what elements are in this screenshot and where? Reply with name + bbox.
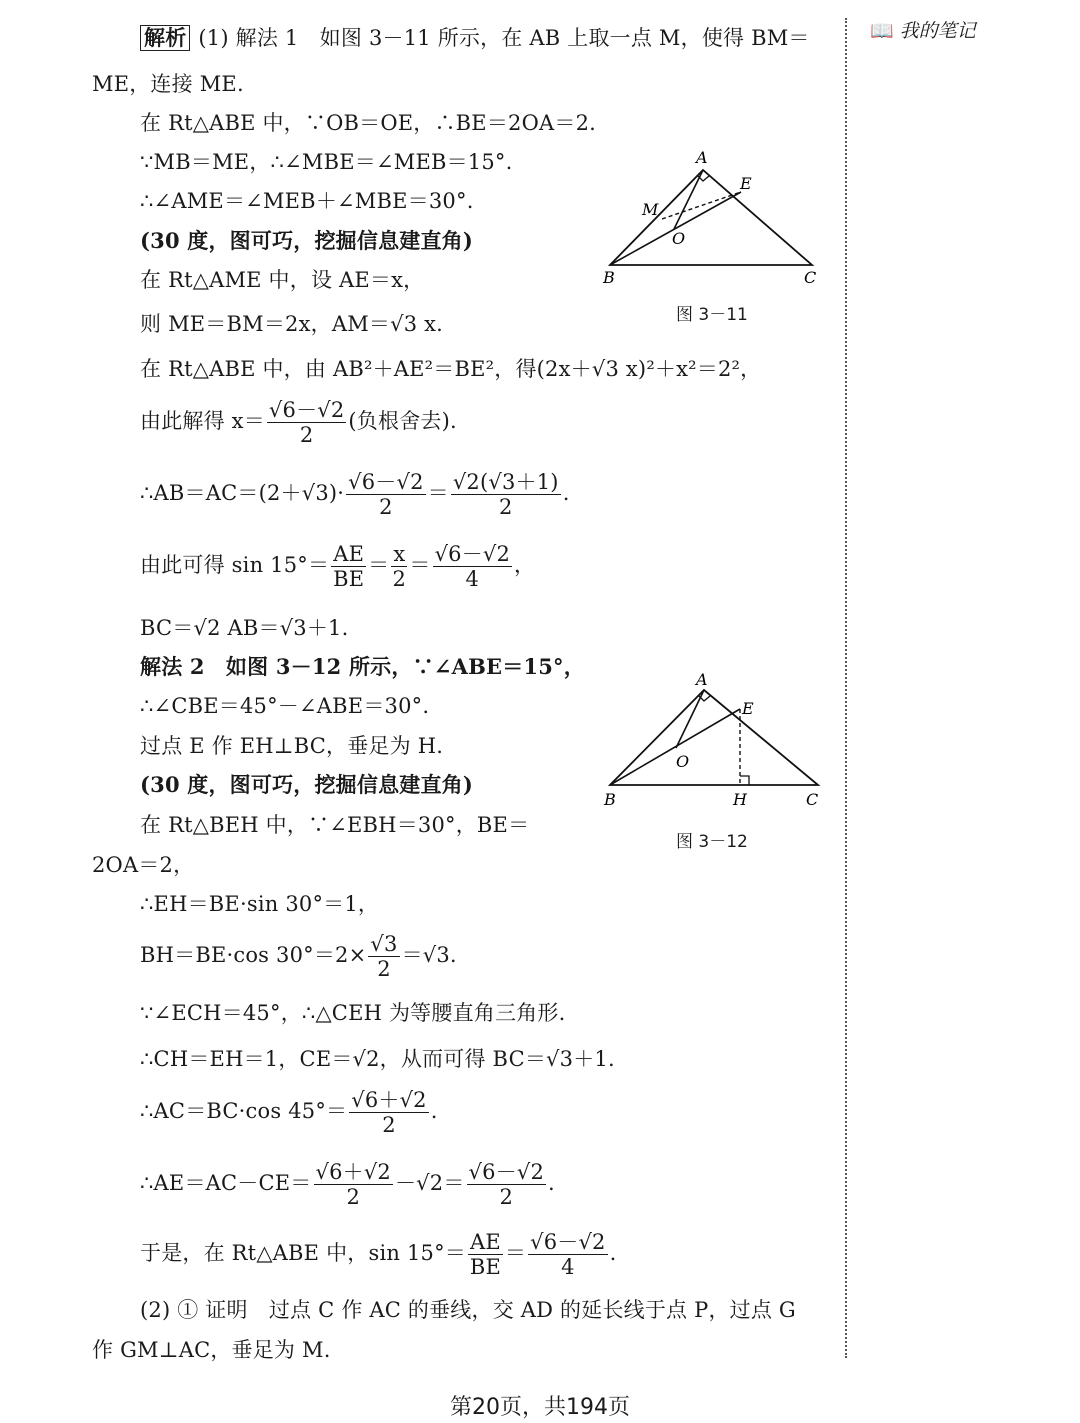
text-line: 2OA＝2，	[92, 853, 195, 877]
fraction: $\frac{√6+√2}{2}$	[351, 1088, 427, 1137]
segment-ao	[674, 170, 703, 229]
fraction: $\frac{√2(√3+1)}{2}$	[452, 470, 559, 519]
fraction: $\frac{AE}{BE}$	[333, 542, 365, 591]
text-line: ∴AC＝BC·cos 45°＝ $\frac{√6+√2}{2}$ .	[140, 1088, 438, 1137]
label-c: C	[806, 790, 819, 809]
text-line: 解法 2 如图 3－12 所示，∵∠ABE＝15°，	[140, 654, 585, 679]
margin-divider	[845, 18, 847, 1358]
text-line: 在 Rt△ABE 中，∵OB＝OE，∴BE＝2OA＝2.	[140, 111, 597, 135]
figure-3-12	[600, 668, 830, 813]
fraction: $\frac{√6-√2}{4}$	[530, 1230, 606, 1279]
label-e: E	[742, 699, 754, 718]
fraction: $\frac{√3}{2}$	[370, 932, 398, 981]
label-m: M	[642, 200, 659, 219]
book-icon: 📖	[870, 20, 894, 42]
text-line: ∴AB＝AC＝(2＋√3)· $\frac{√6-√2}{2}$ ＝ $\frac{√2(√3+1)}{2}$ .	[140, 470, 570, 519]
text-line: ∴∠CBE＝45°－∠ABE＝30°.	[140, 694, 430, 718]
text-line: 则 ME＝BM＝2x，AM＝√3 x.	[140, 312, 444, 336]
text-line: ∴∠AME＝∠MEB＋∠MBE＝30°.	[140, 189, 474, 213]
label-a: A	[696, 670, 708, 689]
text-line: 解析 (1) 解法 1 如图 3－11 所示，在 AB 上取一点 M，使得 BM＝	[140, 24, 810, 52]
label-h: H	[733, 790, 747, 809]
fraction: $\frac{√6-√2}{4}$	[434, 542, 511, 591]
analysis-badge: 解析	[140, 25, 190, 51]
triangle-abc	[610, 690, 818, 785]
notes-header: 📖 我的笔记	[870, 20, 976, 42]
figure-caption: 图 3－12	[676, 832, 748, 852]
label-a: A	[696, 148, 708, 167]
page-footer: 第20页，共194页	[450, 1395, 630, 1420]
text-line: ∵∠ECH＝45°，∴△CEH 为等腰直角三角形.	[140, 1001, 566, 1025]
triangle-abc	[610, 170, 812, 265]
text-line: 在 Rt△BEH 中，∵∠EBH＝30°，BE＝	[140, 813, 530, 837]
fraction: $\frac{√6-√2}{2}$	[268, 398, 345, 447]
text-line: 作 GM⊥AC，垂足为 M.	[92, 1338, 331, 1362]
label-o: O	[676, 752, 690, 771]
label-b: B	[604, 790, 616, 809]
text-line: BH＝BE·cos 30°＝2× $\frac{√3}{2}$ ＝√3.	[140, 932, 457, 981]
text-line: ∴AE＝AC－CE＝ $\frac{√6+√2}{2}$ －√2＝ $\frac{√6-√2}{2}$ .	[140, 1160, 555, 1209]
tip-line: (30 度，图可巧，挖掘信息建直角)	[140, 228, 474, 253]
text-line: 由此可得 sin 15°＝ $\frac{AE}{BE}$ ＝ $\frac{x}{2}$ ＝ $\frac{√6-√2}{4}$ ，	[140, 542, 536, 591]
label-c: C	[804, 268, 817, 287]
text-line: 由此解得 x＝ $\frac{√6-√2}{2}$ (负根舍去).	[140, 398, 457, 447]
text-line: 在 Rt△ABE 中，由 AB²＋AE²＝BE²，得(2x＋√3 x)²＋x²＝2²，	[140, 357, 762, 381]
segment-me	[662, 192, 741, 219]
label-b: B	[603, 268, 615, 287]
fraction: $\frac{√6-√2}{2}$	[468, 1160, 545, 1209]
text-line: BC＝√2 AB＝√3＋1.	[140, 616, 349, 640]
text-line: 过点 E 作 EH⊥BC，垂足为 H.	[140, 734, 444, 758]
text-line: 于是，在 Rt△ABE 中，sin 15°＝ $\frac{AE}{BE}$ ＝ $\frac{√6-√2}{4}$ .	[140, 1230, 617, 1279]
text-line: ME，连接 ME.	[92, 72, 244, 96]
label-e: E	[740, 174, 752, 193]
label-o: O	[672, 229, 686, 248]
fraction: $\frac{x}{2}$	[392, 542, 407, 591]
text-line: ∴CH＝EH＝1，CE＝√2，从而可得 BC＝√3＋1.	[140, 1047, 615, 1071]
right-angle-mark	[740, 776, 749, 785]
tip-line: (30 度，图可巧，挖掘信息建直角)	[140, 772, 474, 797]
fraction: $\frac{√6-√2}{2}$	[348, 470, 424, 519]
text-line: 在 Rt△AME 中，设 AE＝x，	[140, 268, 425, 292]
figure-3-11	[600, 145, 830, 290]
fraction: $\frac{AE}{BE}$	[469, 1230, 502, 1279]
fraction: $\frac{√6+√2}{2}$	[315, 1160, 391, 1209]
text-line: ∵MB＝ME，∴∠MBE＝∠MEB＝15°.	[140, 150, 513, 174]
text-line: ∴EH＝BE·sin 30°＝1，	[140, 892, 380, 916]
segment-ao	[676, 690, 704, 748]
figure-caption: 图 3－11	[676, 305, 748, 325]
text-line: (2) ① 证明 过点 C 作 AC 的垂线，交 AD 的延长线于点 P，过点 G	[140, 1298, 796, 1322]
